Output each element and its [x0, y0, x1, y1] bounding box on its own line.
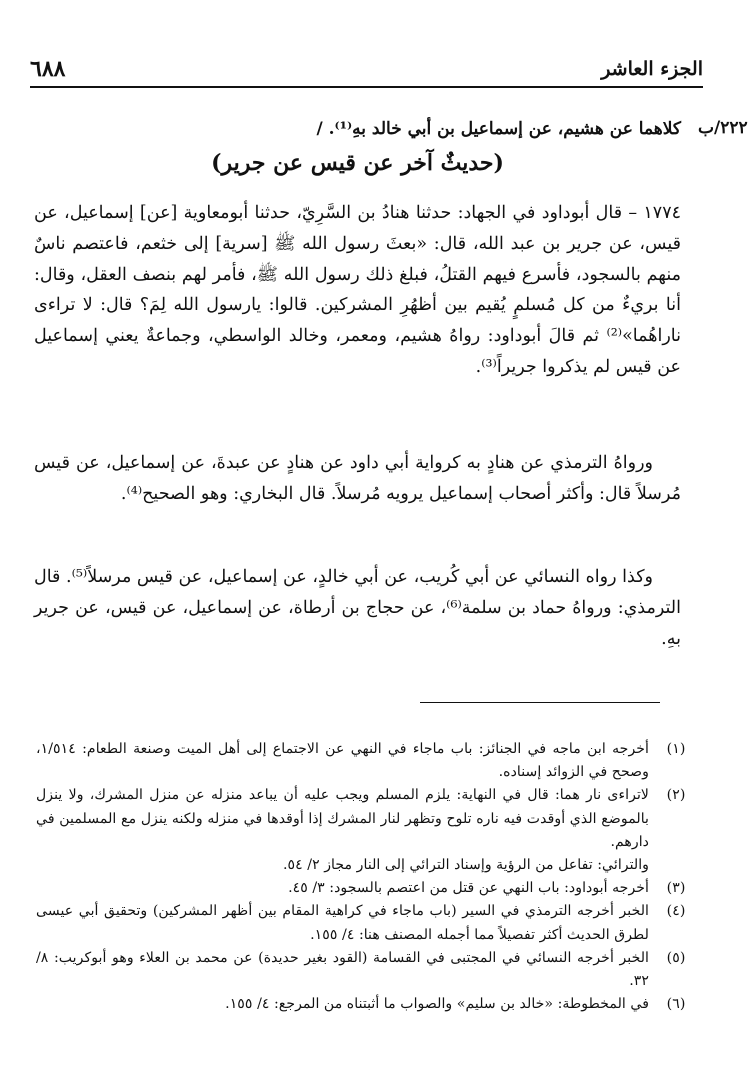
- section-title: (حديثٌ آخر عن قيس عن جرير): [211, 150, 504, 176]
- manuscript-folio-marker: ٢٢٢/ب: [698, 118, 748, 138]
- footnote: [36, 993, 703, 1016]
- footnote-text: أخرجه أبوداود: باب النهي عن قتل من اعتصم بالسجود: ٣/ ٤٥.: [288, 880, 649, 897]
- running-title: الجزء العاشر: [601, 58, 703, 80]
- hadith-paragraph: ١٧٧٤ – قال أبوداود في الجهاد: حدثنا هنادُ بن السَّرِيّ، حدثنا أبومعاوية [عن] إسماعيل، عن قيس، عن جرير بن عبد الله، قال: «بعثَ رسول الله ﷺ [سرية] إلى خثعم، فاعتصم ناسٌ منهم بالسجود، فأسرع فيهم القتلُ، فبلغ ذلك رسول الله ﷺ، فأمر لهم بنصف العقل، وقال: أنا بريءٌ من كل مُسلمٍ يُقيم بين أظهُرِ المشركين. قالوا: يارسول الله لِمَ؟ قال: لا تراءى ناراهُما»⁽²⁾ ثم قالَ أبوداود: رواهُ هشيم، ومعمر، وخالد الواسطي، وجماعةٌ يعني إسماعيل عن قيس لم يذكروا جريراً⁽³⁾.: [34, 203, 681, 377]
- footnote-text: الخبر أخرجه النسائي في المجتبى في القسامة (القود بغير حديدة) عن محمد بن العلاء وهو أبوكريب: ٨/ ٣٢.: [36, 949, 649, 990]
- footnote: [36, 900, 703, 946]
- footnote-separator: [420, 702, 660, 703]
- footnote: [36, 738, 703, 784]
- footnote-text: الخبر أخرجه الترمذي في السير (باب ماجاء في كراهية المقام بين أظهر المشركين) وتحقيق أبي عيسى لطرق الحديث أكثر تفصيلاً مما أجمله المصنف هنا: ٤/ ١٥٥.: [36, 903, 649, 943]
- page-number: ٦٨٨: [30, 56, 66, 82]
- continuation-line: كلاهما عن هشيم، عن إسماعيل بن أبي خالد بهِ⁽¹⁾. /: [316, 119, 681, 139]
- footnote-text: لاتراءى نار هما: قال في النهاية: يلزم المسلم ويجب عليه أن يباعد منزله عن منزل المشرك، ولا ينزل بالموضع الذي أوقدت فيه ناره تلوح وتظهر لنار المشرك إذا أوقدها في منزله ولكنه ينزل مع المسلمين في دارهم. والترائي: تفاعل من الرؤية وإسناد الترائي إلى النار مجاز ٢/ ٥٤.: [36, 787, 649, 874]
- footnote-number: (٦): [666, 996, 686, 1013]
- footnote-number: (٣): [666, 880, 686, 897]
- hadith-paragraph: وكذا رواه النسائي عن أبي كُريب، عن أبي خالدٍ، عن إسماعيل، عن قيس مرسلاً⁽⁵⁾. قال الترمذي: ورواهُ حماد بن سلمة⁽⁶⁾، عن حجاج بن أرطاة، عن إسماعيل، عن قيس، عن جرير بهِ.: [34, 567, 681, 649]
- footnote-number: (١): [666, 741, 686, 757]
- footnote-text: أخرجه ابن ماجه في الجنائز: باب ماجاء في النهي عن الاجتماع إلى أهل الميت وصنعة الطعام: ١/٥١٤، وصحح في الزوائد إسناده.: [36, 741, 649, 781]
- footnote: [36, 947, 703, 993]
- footnote-number: (٢): [666, 787, 686, 804]
- hadith-paragraph: ورواهُ الترمذي عن هنادٍ به كرواية أبي داود عن هنادٍ عن عبدةَ، عن إسماعيل، عن قيس مُرسلاً قال: وأكثر أصحاب إسماعيل يرويه مُرسلاً. قال البخاري: وهو الصحيح⁽⁴⁾.: [34, 453, 681, 504]
- footnote-text: في المخطوطة: «خالد بن سليم» والصواب ما أثبتناه من المرجع: ٤/ ١٥٥.: [225, 996, 649, 1013]
- page-header: [30, 52, 703, 88]
- footnote-number: (٤): [666, 903, 686, 920]
- footnote-number: (٥): [666, 949, 686, 966]
- footnotes: [36, 738, 703, 1016]
- footnote: [36, 877, 703, 900]
- footnote: [36, 784, 703, 877]
